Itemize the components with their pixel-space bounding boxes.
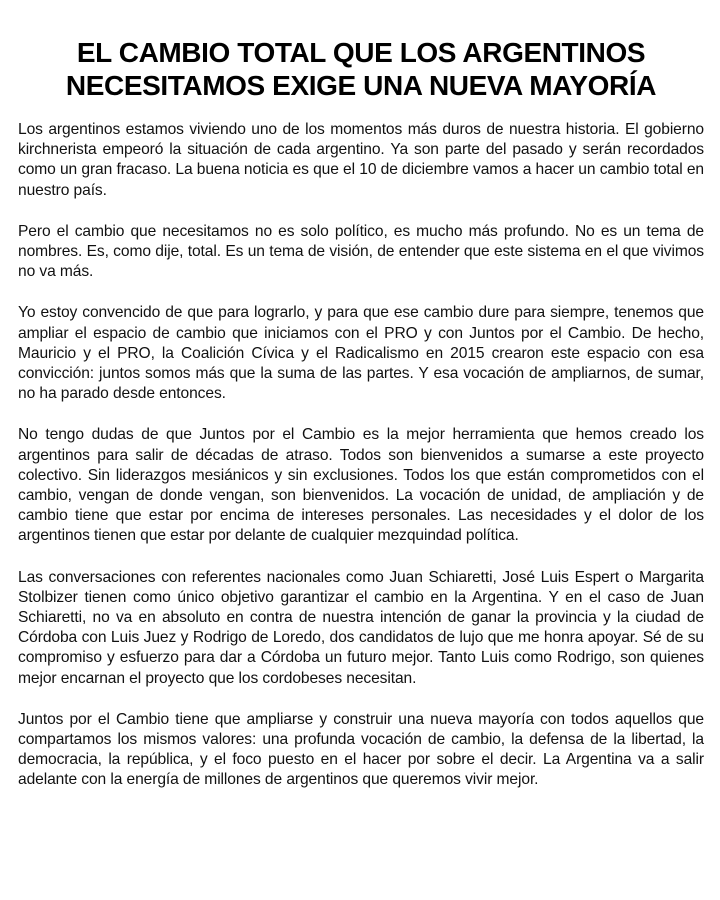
paragraph-3: Yo estoy convencido de que para lograrlo, y para que ese cambio dure para siempre, tenemos que ampliar el espacio de cambio que iniciamos con el PRO y con Juntos por el Cambio. De hecho, Mauricio y el PRO, la Coalición Cívica y el Radicalismo en 2015 crearon este espacio con esa convicción: juntos somos más que la suma de las partes. Y esa vocación de ampliarnos, de sumar, no ha parado desde entonces.: [18, 304, 704, 403]
paragraph-2: Pero el cambio que necesitamos no es solo político, es mucho más profundo. No es un tema de nombres. Es, como dije, total. Es un tema de visión, de entender que este sistema en el que vivimos no va más.: [18, 222, 704, 281]
document-title: [18, 36, 704, 102]
document-body: [18, 120, 704, 791]
statement-document: [18, 36, 704, 812]
paragraph-5: Las conversaciones con referentes nacionales como Juan Schiaretti, José Luis Espert o Margarita Stolbizer tienen como único objetivo garantizar el cambio en la Argentina. Y en el caso de Juan Schiaretti, no va en absoluto en contra de nuestra intención de ganar la provincia y la ciudad de Córdoba con Luis Juez y Rodrigo de Loredo, dos candidatos de lujo que me honra apoyar. Sé de su compromiso y esfuerzo para dar a Córdoba un futuro mejor. Tanto Luis como Rodrigo, son quienes mejor encarnan el proyecto que los cordobeses necesitan.: [18, 568, 704, 687]
paragraph-4: No tengo dudas de que Juntos por el Cambio es la mejor herramienta que hemos creado los argentinos para salir de décadas de atraso. Todos son bienvenidos a sumarse a este proyecto colectivo. Sin liderazgos mesiánicos y sin exclusiones. Todos los que están comprometidos con el cambio, vengan de donde vengan, son bienvenidos. La vocación de unidad, de ampliación y de cambio tiene que estar por encima de intereses personales. Las necesidades y el dolor de los argentinos tienen que estar por delante de cualquier mezquindad política.: [18, 426, 704, 545]
title-line-1: EL CAMBIO TOTAL QUE LOS ARGENTINOS: [76, 37, 646, 68]
paragraph-6: Juntos por el Cambio tiene que ampliarse y construir una nueva mayoría con todos aquellos que compartamos los mismos valores: una profunda vocación de cambio, la defensa de la libertad, la democracia, la república, y el foco puesto en el hacer por sobre el decir. La Argentina va a salir adelante con la energía de millones de argentinos que queremos vivir mejor.: [18, 710, 704, 789]
title-line-2: NECESITAMOS EXIGE UNA NUEVA MAYORÍA: [65, 70, 657, 101]
paragraph-1: Los argentinos estamos viviendo uno de los momentos más duros de nuestra historia. El gobierno kirchnerista empeoró la situación de cada argentino. Ya son parte del pasado y serán recordados como un gran fracaso. La buena noticia es que el 10 de diciembre vamos a hacer un cambio total en nuestro país.: [18, 121, 704, 199]
